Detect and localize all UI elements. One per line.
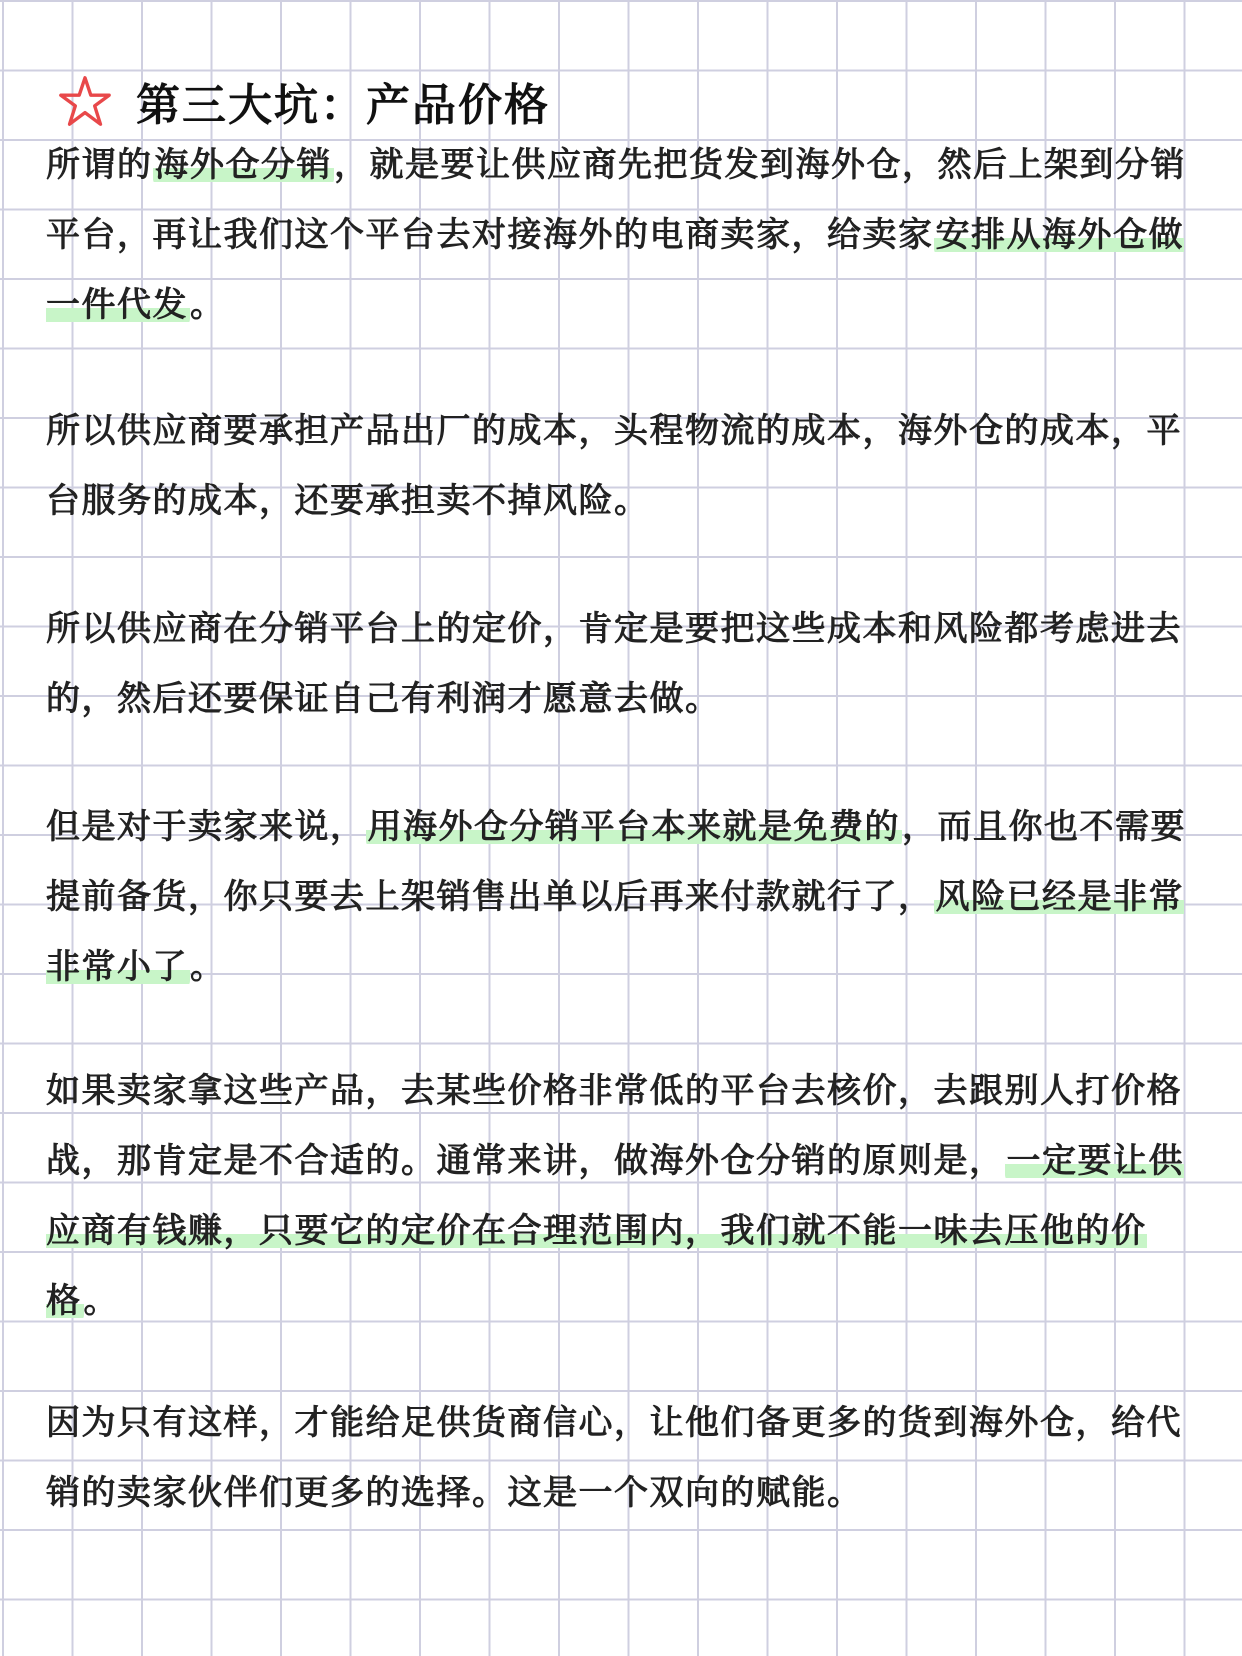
highlighted-text: 一定要让供应商有钱赚，只要它的定价在合理范围内，我们就不能一味去压他的价格: [46, 1141, 1184, 1321]
highlighted-text: 安排从海外仓做一件代发: [46, 215, 1184, 325]
paragraph-5: [46, 1056, 1206, 1336]
body-text: 所谓的: [46, 145, 153, 185]
body-text: 但是对于卖家来说，: [46, 807, 366, 847]
body-text: 所以供应商在分销平台上的定价，肯定是要把这些成本和风险都考虑进去的，然后还要保证自己有利润才愿意去做。: [46, 609, 1182, 719]
body-text: ，就是要让供应商先把货发到海外仓，然后上架到分销平台，再让我们这个平台去对接海外的电商卖家，给卖家: [46, 145, 1186, 255]
paragraph-2: [46, 396, 1206, 536]
title-row: [56, 66, 550, 136]
body-text: 如果卖家拿这些产品，去某些价格非常低的平台去核价，去跟别人打价格战，那肯定是不合适的。通常来讲，做海外仓分销的原则是，: [46, 1071, 1182, 1181]
star-icon: [56, 72, 114, 130]
body-text: ，而且你也不需要提前备货，你只要去上架销售出单以后再来付款就行了，: [46, 807, 1186, 917]
body-text: 因为只有这样，才能给足供货商信心，让他们备更多的货到海外仓，给代销的卖家伙伴们更多的选择。这是一个双向的赋能。: [46, 1403, 1182, 1513]
body-text: 。: [83, 1281, 119, 1321]
highlighted-text: 海外仓分销: [154, 145, 332, 185]
paragraph-3: [46, 594, 1206, 734]
paragraph-6: [46, 1388, 1206, 1528]
highlighted-text: 用海外仓分销平台本来就是免费的: [367, 807, 900, 847]
body-text: 所以供应商要承担产品出厂的成本，头程物流的成本，海外仓的成本，平台服务的成本，还要承担卖不掉风险。: [46, 411, 1182, 521]
body-text: 。: [190, 285, 226, 325]
paragraph-1: [46, 130, 1206, 340]
page-title: 第三大坑：产品价格: [136, 80, 550, 131]
body-text: 。: [190, 947, 226, 987]
highlighted-text: 风险已经是非常非常小了: [46, 877, 1184, 987]
paragraph-4: [46, 792, 1206, 1002]
